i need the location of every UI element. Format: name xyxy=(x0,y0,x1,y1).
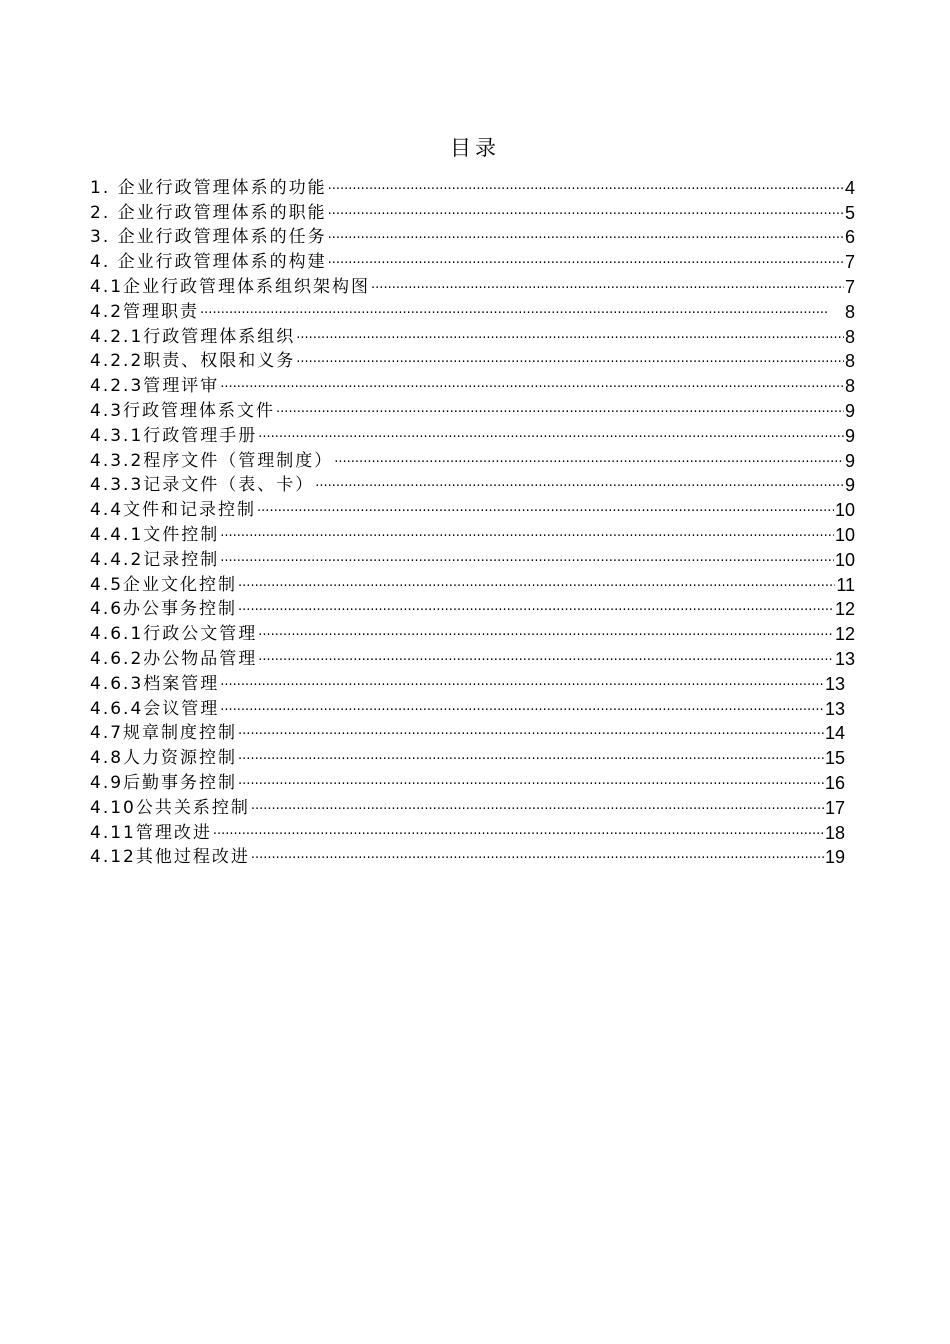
toc-entry-label: 2. 企业行政管理体系的职能 xyxy=(90,202,327,223)
toc-leader-dots xyxy=(328,181,844,199)
toc-entry-label: 4.1企业行政管理体系组织架构图 xyxy=(90,276,371,297)
toc-leader-dots xyxy=(220,528,834,546)
toc-leader-dots xyxy=(251,801,824,819)
toc-entry[interactable] xyxy=(90,844,845,869)
toc-entry[interactable] xyxy=(90,248,855,273)
toc-entry[interactable] xyxy=(90,174,855,199)
toc-entry-label: 4.12其他过程改进 xyxy=(90,847,250,868)
toc-entry-page-number: 15 xyxy=(824,748,845,769)
toc-leader-dots xyxy=(238,602,834,620)
toc-leader-dots xyxy=(238,776,824,794)
toc-entry[interactable] xyxy=(90,199,855,224)
toc-entry-label: 4.3.1行政管理手册 xyxy=(90,425,258,446)
toc-leader-dots xyxy=(258,627,834,645)
toc-entry-label: 4.4.2记录控制 xyxy=(90,549,220,570)
toc-leader-dots xyxy=(220,553,834,571)
toc-entry-label: 4.2管理职责 xyxy=(90,301,200,322)
toc-entry[interactable] xyxy=(90,472,855,497)
toc-leader-dots xyxy=(238,726,824,744)
toc-leader-dots xyxy=(238,578,835,596)
toc-entry[interactable] xyxy=(90,596,855,621)
toc-leader-dots xyxy=(258,652,834,670)
toc-entry-page-number: 13 xyxy=(824,698,845,719)
toc-leader-dots xyxy=(328,230,844,248)
toc-entry-page-number: 10 xyxy=(834,549,855,570)
toc-entry-page-number: 8 xyxy=(844,376,855,397)
toc-entry-label: 4.3行政管理体系文件 xyxy=(90,400,276,421)
toc-entry[interactable] xyxy=(90,645,855,670)
toc-leader-dots xyxy=(251,850,824,868)
toc-entry-page-number: 16 xyxy=(824,772,845,793)
toc-entry-page-number: 8 xyxy=(844,301,855,322)
toc-entry-label: 4.2.2职责、权限和义务 xyxy=(90,351,296,372)
toc-entry-label: 4.2.1行政管理体系组织 xyxy=(90,326,296,347)
toc-entry[interactable] xyxy=(90,422,855,447)
toc-entry-page-number: 9 xyxy=(844,400,855,421)
toc-entry-page-number: 10 xyxy=(834,500,855,521)
toc-entry[interactable] xyxy=(90,819,845,844)
toc-entry-page-number: 7 xyxy=(844,252,855,273)
toc-entry[interactable] xyxy=(90,397,855,422)
toc-entry-page-number: 19 xyxy=(824,847,845,868)
toc-entry[interactable] xyxy=(90,521,855,546)
toc-entry[interactable] xyxy=(90,720,845,745)
toc-entry-page-number: 9 xyxy=(844,450,855,471)
toc-leader-dots xyxy=(258,429,844,447)
toc-entry-label: 4.3.2程序文件（管理制度） xyxy=(90,450,334,471)
toc-leader-dots xyxy=(328,255,844,273)
toc-entry-label: 4.6.3档案管理 xyxy=(90,673,220,694)
toc-entry-page-number: 12 xyxy=(834,624,855,645)
toc-entry[interactable] xyxy=(90,769,845,794)
toc-entry-label: 4.6办公事务控制 xyxy=(90,599,238,620)
toc-leader-dots xyxy=(213,826,824,844)
toc-entry-label: 4.3.3记录文件（表、卡） xyxy=(90,475,315,496)
toc-entry-label: 4.4.1文件控制 xyxy=(90,524,220,545)
toc-entry-label: 4. 企业行政管理体系的构建 xyxy=(90,252,327,273)
toc-entry-page-number: 8 xyxy=(844,326,855,347)
toc-entry[interactable] xyxy=(90,298,855,323)
toc-entry[interactable] xyxy=(90,273,855,298)
toc-leader-dots xyxy=(296,354,844,372)
toc-entry-page-number: 8 xyxy=(844,351,855,372)
toc-entry-label: 4.9后勤事务控制 xyxy=(90,772,238,793)
toc-entry[interactable] xyxy=(90,695,845,720)
toc-entry-label: 4.10公共关系控制 xyxy=(90,797,250,818)
toc-leader-dots xyxy=(220,677,824,695)
toc-entry-label: 4.6.1行政公文管理 xyxy=(90,624,258,645)
toc-entry-page-number: 4 xyxy=(844,177,855,198)
toc-entry-page-number: 6 xyxy=(844,227,855,248)
toc-entry-page-number: 14 xyxy=(824,723,845,744)
toc-entry[interactable] xyxy=(90,323,855,348)
toc-entry-label: 4.11管理改进 xyxy=(90,822,212,843)
toc-entry-label: 4.8人力资源控制 xyxy=(90,748,238,769)
toc-entry[interactable] xyxy=(90,348,855,373)
toc-leader-dots xyxy=(220,379,844,397)
toc-entry-label: 4.6.2办公物品管理 xyxy=(90,648,258,669)
toc-entry-page-number: 7 xyxy=(844,276,855,297)
toc-leader-dots xyxy=(334,454,844,472)
toc-entry-page-number: 12 xyxy=(834,599,855,620)
toc-entry-page-number: 5 xyxy=(844,202,855,223)
toc-leader-dots xyxy=(296,330,844,348)
toc-entry[interactable] xyxy=(90,571,855,596)
toc-entry-page-number: 13 xyxy=(824,673,845,694)
table-of-contents xyxy=(90,174,855,868)
toc-entry-label: 1. 企业行政管理体系的功能 xyxy=(90,177,327,198)
toc-entry-page-number: 11 xyxy=(836,574,855,595)
toc-entry-page-number: 18 xyxy=(824,822,845,843)
toc-entry-label: 4.5企业文化控制 xyxy=(90,574,238,595)
toc-entry[interactable] xyxy=(90,620,855,645)
toc-entry[interactable] xyxy=(90,224,855,249)
toc-entry-page-number: 13 xyxy=(834,648,855,669)
toc-entry-label: 4.6.4会议管理 xyxy=(90,698,220,719)
toc-entry[interactable] xyxy=(90,670,845,695)
toc-entry[interactable] xyxy=(90,744,845,769)
toc-entry-page-number: 9 xyxy=(844,475,855,496)
toc-leader-dots xyxy=(276,404,844,422)
toc-entry-page-number: 17 xyxy=(824,797,845,818)
toc-entry-label: 4.7规章制度控制 xyxy=(90,723,238,744)
toc-entry-label: 4.4文件和记录控制 xyxy=(90,500,257,521)
toc-leader-dots xyxy=(220,702,824,720)
toc-entry-label: 3. 企业行政管理体系的任务 xyxy=(90,227,327,248)
toc-entry-page-number: 9 xyxy=(844,425,855,446)
toc-entry[interactable] xyxy=(90,794,845,819)
toc-leader-dots xyxy=(328,206,844,224)
toc-entry[interactable] xyxy=(90,372,855,397)
toc-leader-dots xyxy=(371,280,844,298)
toc-entry-page-number: 10 xyxy=(834,524,855,545)
toc-leader-dots xyxy=(238,751,824,769)
toc-entry[interactable] xyxy=(90,496,855,521)
toc-entry[interactable] xyxy=(90,447,855,472)
toc-leader-dots xyxy=(200,305,844,323)
toc-title: 目录 xyxy=(450,136,500,160)
toc-leader-dots xyxy=(257,503,834,521)
toc-leader-dots xyxy=(315,478,844,496)
toc-entry[interactable] xyxy=(90,546,855,571)
toc-entry-label: 4.2.3管理评审 xyxy=(90,376,220,397)
